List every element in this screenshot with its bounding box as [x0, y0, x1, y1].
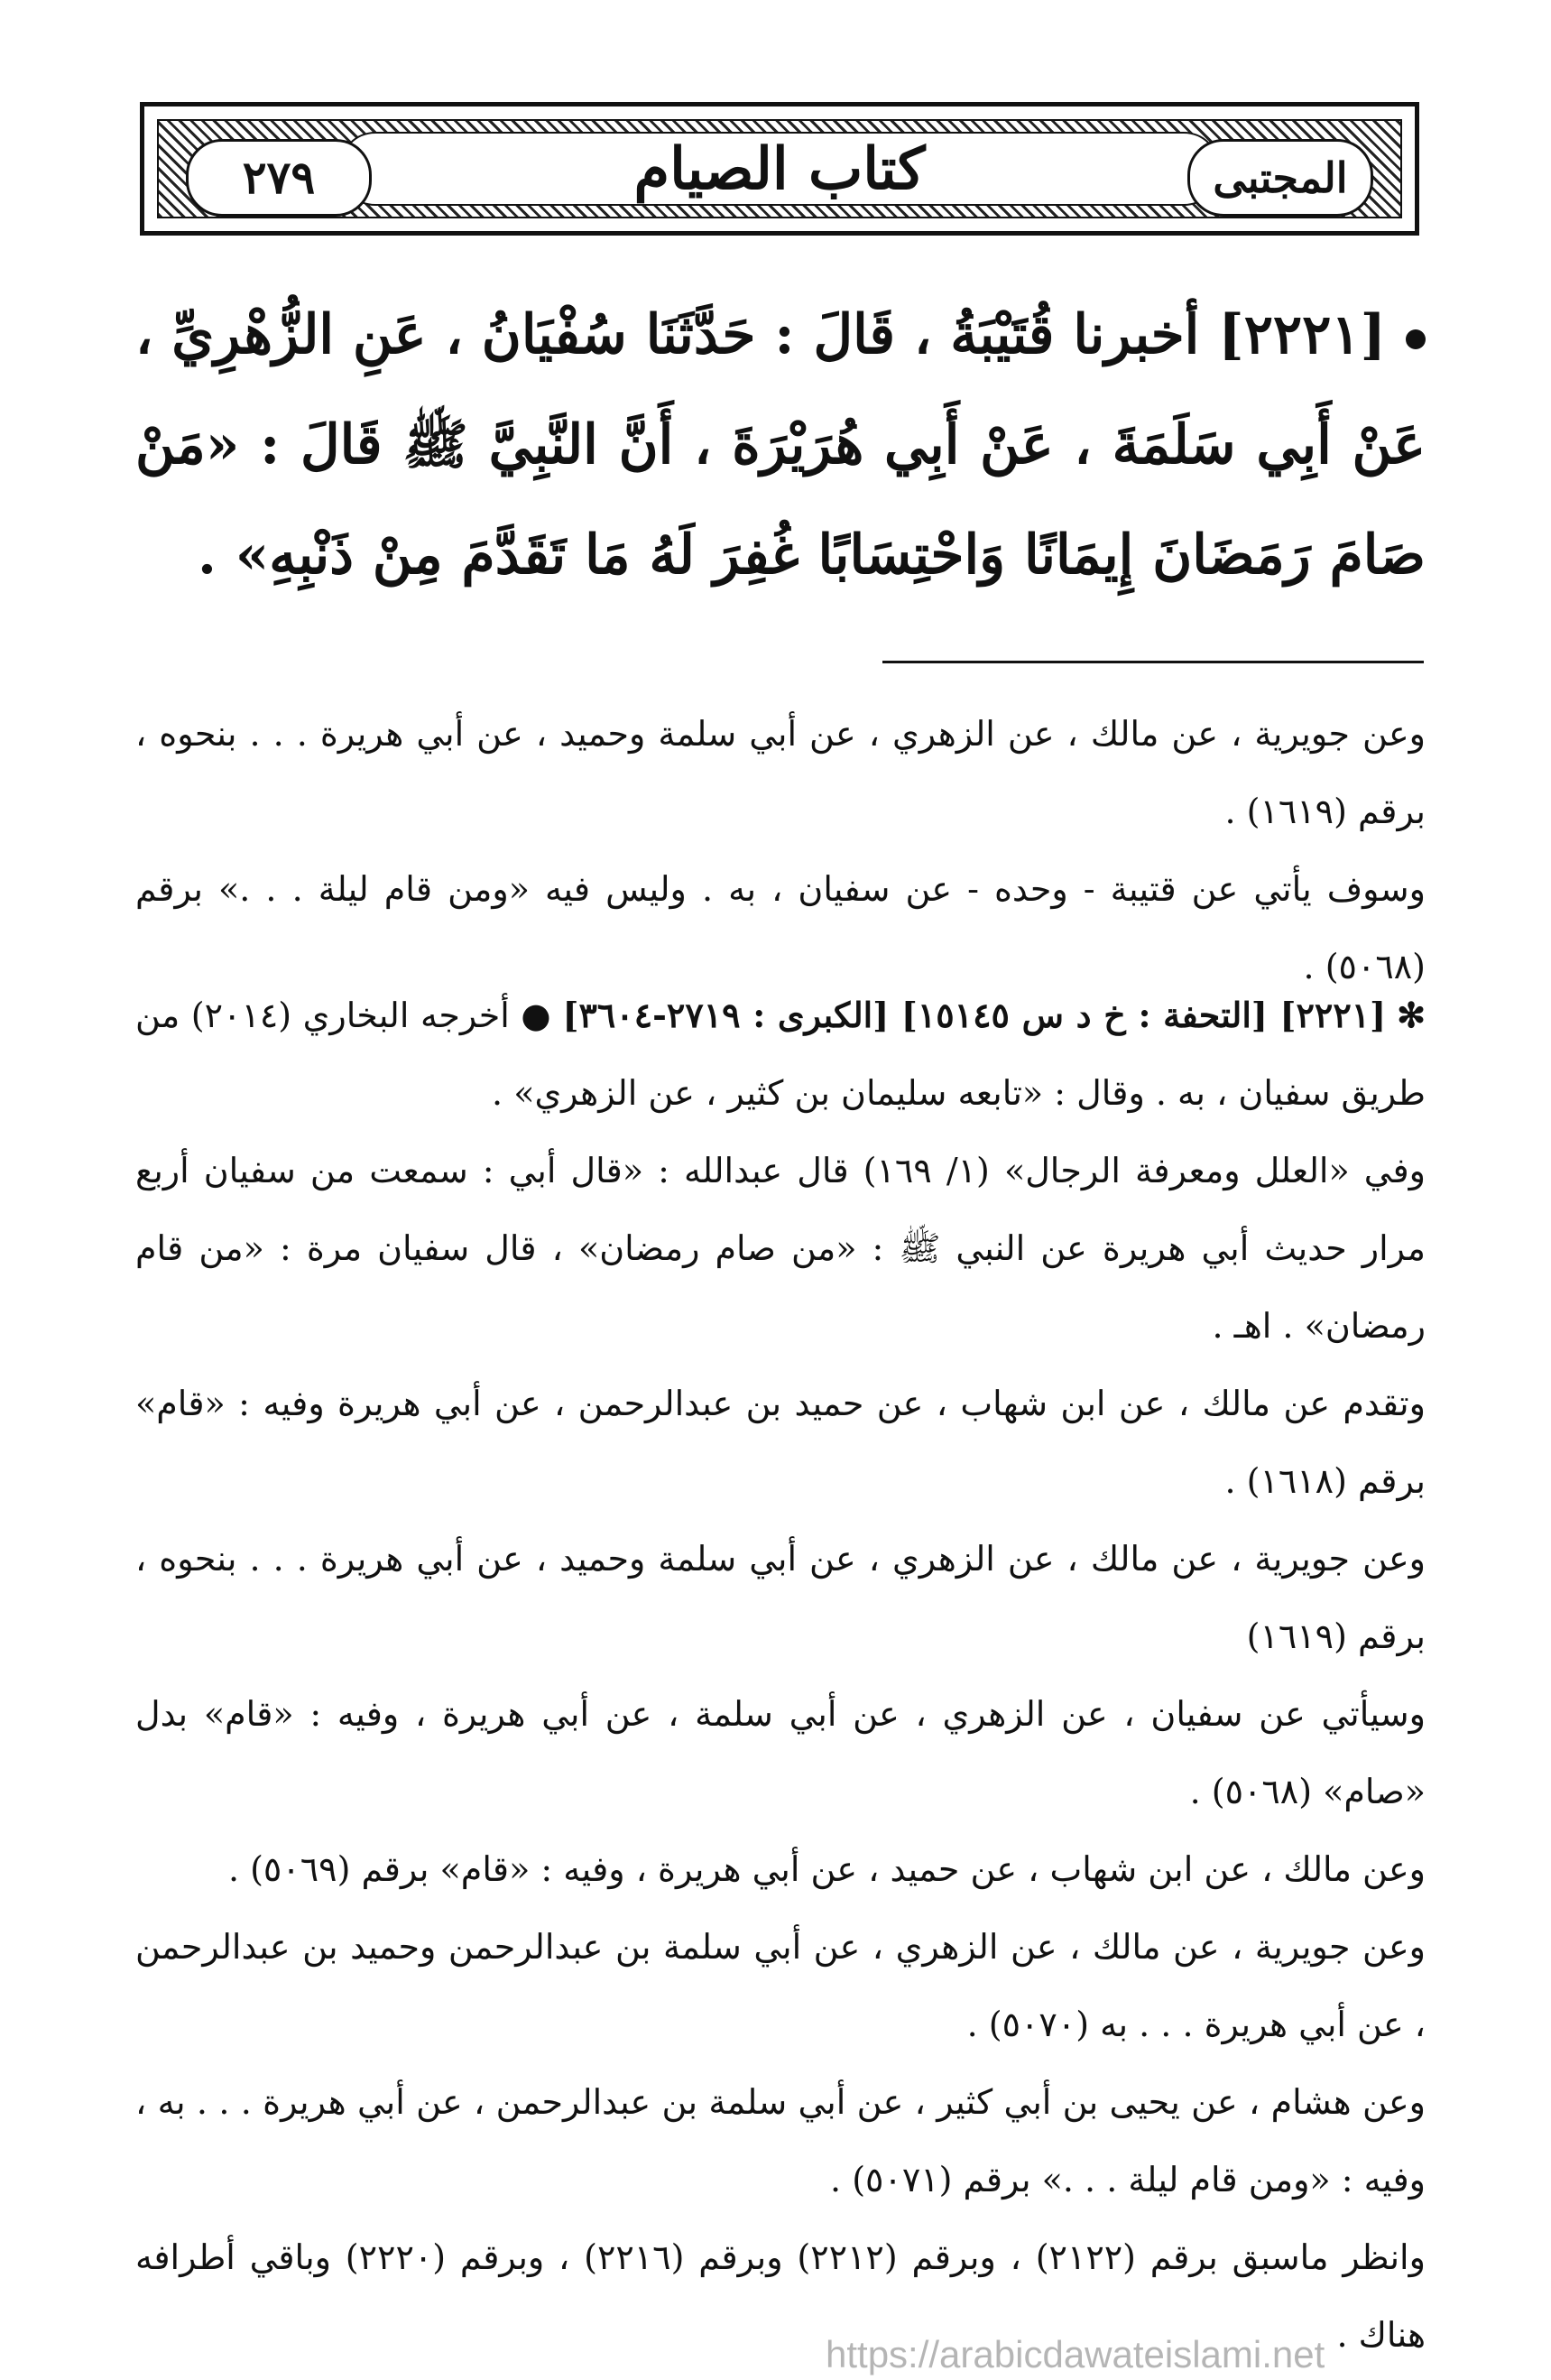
page-number: ٢٧٩: [186, 139, 372, 217]
takhrij-paragraph: وعن جويرية ، عن مالك ، عن الزهري ، عن أبي سلمة وحميد ، عن أبي هريرة . . . بنحوه ، برقم (١٦١٩): [135, 1539, 1426, 1656]
hadith-text: [٢٢٢١] أخبرنا قُتَيْبَةُ ، قَالَ : حَدَّثَنَا سُفْيَانُ ، عَنِ الزُّهْرِيِّ ، عَنْ أَبِي سَلَمَةَ ، عَنْ أَبِي هُرَيْرَةَ ، أَنَّ النَّبِيَّ ﷺ قَالَ : «مَنْ صَامَ رَمَضَانَ إِيمَانًا وَاحْتِسَابًا غُفِرَ لَهُ مَا تَقَدَّمَ مِنْ ذَنْبِهِ» .: [135, 303, 1426, 587]
book-title: كتاب الصيام: [633, 135, 926, 203]
takhrij-first-paragraph: [135, 977, 1426, 1132]
bullet-icon: [1406, 329, 1426, 349]
takhrij-section: [135, 977, 1426, 2374]
takhrij-head: [٢٢٢١] [التحفة : خ د س ١٥١٤٥] [الكبرى : ٢٧١٩-٣٦٠٤]: [562, 995, 1387, 1035]
watermark-url: https://arabicdawateislami.net: [826, 2333, 1325, 2375]
footnote-paragraph: وسوف يأتي عن قتيبة - وحده - عن سفيان ، به . وليس فيه «ومن قام ليلة . . .» برقم (٥٠٦٨) .: [135, 869, 1426, 986]
hadith-block: [135, 280, 1426, 610]
asterisk-icon: ✻: [1397, 995, 1426, 1035]
takhrij-paragraph: وعن هشام ، عن يحيى بن أبي كثير ، عن أبي سلمة بن عبدالرحمن ، عن أبي هريرة . . . به ، وفيه : «ومن قام ليلة . . .» برقم (٥٠٧١) .: [135, 2082, 1426, 2199]
page-header-frame: [140, 102, 1419, 236]
header-ornament: [157, 119, 1402, 218]
series-logo: المجتبى: [1187, 139, 1373, 217]
takhrij-paragraph: وعن مالك ، عن ابن شهاب ، عن حميد ، عن أبي هريرة ، وفيه : «قام» برقم (٥٠٦٩) .: [227, 1849, 1426, 1889]
takhrij-paragraph: وتقدم عن مالك ، عن ابن شهاب ، عن حميد بن عبدالرحمن ، عن أبي هريرة وفيه : «قام» برقم (١٦١٨) .: [135, 1384, 1426, 1501]
footnote-divider: [882, 661, 1424, 663]
takhrij-lead: أخرجه البخاري (٢٠١٤) من طريق سفيان ، به . وقال : «تابعه سليمان بن كثير ، عن الزهري» .: [135, 996, 1426, 1113]
bullet-icon: ●: [509, 996, 551, 1035]
footnotes-top: [135, 695, 1426, 1005]
takhrij-paragraph: وسيأتي عن سفيان ، عن الزهري ، عن أبي سلمة ، عن أبي هريرة ، وفيه : «قام» بدل «صام» (٥٠٦٨) .: [135, 1694, 1426, 1811]
footnote-paragraph: وعن جويرية ، عن مالك ، عن الزهري ، عن أبي سلمة وحميد ، عن أبي هريرة . . . بنحوه ، برقم (١٦١٩) .: [135, 714, 1426, 831]
takhrij-paragraph: وفي «العلل ومعرفة الرجال» (١/ ١٦٩) قال عبدالله : «قال أبي : سمعت من سفيان أربع مرار حديث أبي هريرة عن النبي ﷺ : «من صام رمضان» ، قال سفيان مرة : «من قام رمضان» . اهـ .: [135, 1151, 1426, 1346]
takhrij-paragraph: وعن جويرية ، عن مالك ، عن الزهري ، عن أبي سلمة بن عبدالرحمن وحميد بن عبدالرحمن ، عن أبي هريرة . . . به (٥٠٧٠) .: [135, 1927, 1426, 2044]
takhrij-paragraph: وانظر ماسبق برقم (٢١٢٢) ، وبرقم (٢٢١٢) وبرقم (٢٢١٦) ، وبرقم (٢٢٢٠) وباقي أطرافه هناك .: [135, 2237, 1426, 2355]
